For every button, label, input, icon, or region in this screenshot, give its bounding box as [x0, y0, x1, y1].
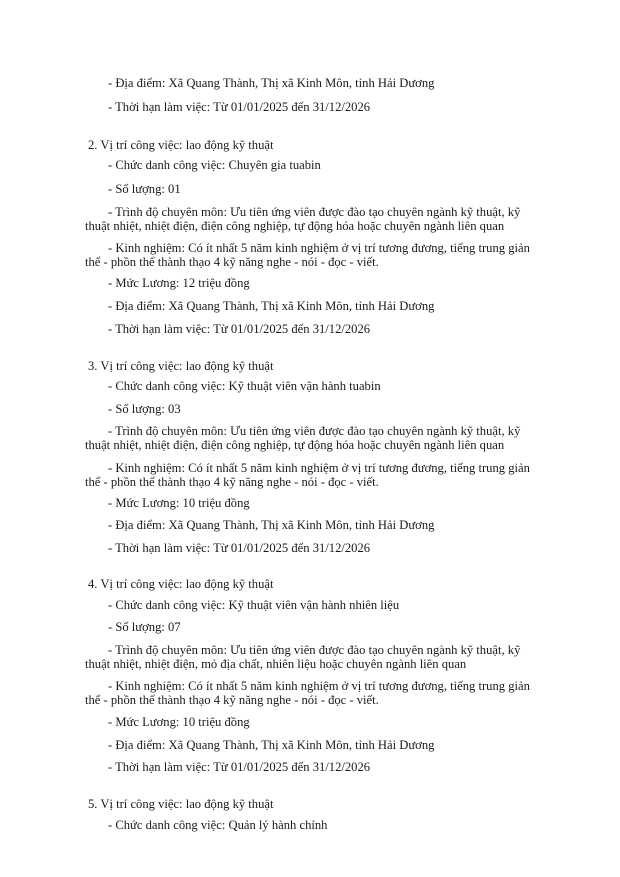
document-line: 3. Vị trí công việc: lao động kỹ thuật	[88, 359, 274, 373]
margin-stamp-mark	[590, 398, 612, 518]
document-line: thể - phồn thể thành thạo 4 kỹ năng nghe - nói - đọc - viết.	[85, 475, 379, 489]
document-line: - Mức Lương: 12 triệu đồng	[108, 276, 250, 290]
document-line: - Số lượng: 03	[108, 402, 181, 416]
document-line: - Trình độ chuyên môn: Ưu tiên ứng viên được đào tạo chuyên ngành kỹ thuật, kỹ	[108, 424, 521, 438]
document-line: - Mức Lương: 10 triệu đồng	[108, 496, 250, 510]
document-line: thuật nhiệt, nhiệt điện, điện công nghiệp, tự động hóa hoặc chuyên ngành liên quan	[85, 219, 505, 233]
document-line: - Thời hạn làm việc: Từ 01/01/2025 đến 31/12/2026	[108, 760, 371, 774]
document-line: - Chức danh công việc: Quản lý hành chính	[108, 818, 328, 832]
document-line: - Chức danh công việc: Kỹ thuật viên vận hành tuabin	[108, 379, 381, 393]
document-line: 2. Vị trí công việc: lao động kỹ thuật	[88, 138, 274, 152]
document-line: - Thời hạn làm việc: Từ 01/01/2025 đến 31/12/2026	[108, 541, 371, 555]
document-line: - Chức danh công việc: Kỹ thuật viên vận hành nhiên liệu	[108, 598, 400, 612]
document-line: - Thời hạn làm việc: Từ 01/01/2025 đến 31/12/2026	[108, 322, 371, 336]
document-line: - Số lượng: 01	[108, 182, 181, 196]
document-line: 4. Vị trí công việc: lao động kỹ thuật	[88, 577, 274, 591]
document-line: - Trình độ chuyên môn: Ưu tiên ứng viên được đào tạo chuyên ngành kỹ thuật, kỹ	[108, 643, 521, 657]
document-line: - Số lượng: 07	[108, 620, 181, 634]
document-line: - Địa điểm: Xã Quang Thành, Thị xã Kinh Môn, tỉnh Hải Dương	[108, 76, 435, 90]
document-line: thuật nhiệt, nhiệt điện, mỏ địa chất, nhiên liệu hoặc chuyên ngành liên quan	[85, 657, 467, 671]
document-line: - Địa điểm: Xã Quang Thành, Thị xã Kinh Môn, tỉnh Hải Dương	[108, 518, 435, 532]
document-line: - Kinh nghiệm: Có ít nhất 5 năm kinh nghiệm ở vị trí tương đương, tiếng trung giản	[108, 679, 530, 693]
document-line: - Chức danh công việc: Chuyên gia tuabin	[108, 158, 321, 172]
document-line: 5. Vị trí công việc: lao động kỹ thuật	[88, 797, 274, 811]
document-line: - Thời hạn làm việc: Từ 01/01/2025 đến 31/12/2026	[108, 100, 371, 114]
document-line: - Địa điểm: Xã Quang Thành, Thị xã Kinh Môn, tỉnh Hải Dương	[108, 299, 435, 313]
document-line: thể - phồn thể thành thạo 4 kỹ năng nghe - nói - đọc - viết.	[85, 693, 379, 707]
document-line: - Địa điểm: Xã Quang Thành, Thị xã Kinh Môn, tỉnh Hải Dương	[108, 738, 435, 752]
document-line: thuật nhiệt, nhiệt điện, điện công nghiệp, tự động hóa hoặc chuyên ngành liên quan	[85, 438, 505, 452]
document-line: - Trình độ chuyên môn: Ưu tiên ứng viên được đào tạo chuyên ngành kỹ thuật, kỹ	[108, 205, 521, 219]
document-line: - Kinh nghiệm: Có ít nhất 5 năm kinh nghiệm ở vị trí tương đương, tiếng trung giản	[108, 241, 530, 255]
document-line: - Kinh nghiệm: Có ít nhất 5 năm kinh nghiệm ở vị trí tương đương, tiếng trung giản	[108, 461, 530, 475]
document-line: - Mức Lương: 10 triệu đồng	[108, 715, 250, 729]
document-line: thể - phồn thể thành thạo 4 kỹ năng nghe - nói - đọc - viết.	[85, 255, 379, 269]
